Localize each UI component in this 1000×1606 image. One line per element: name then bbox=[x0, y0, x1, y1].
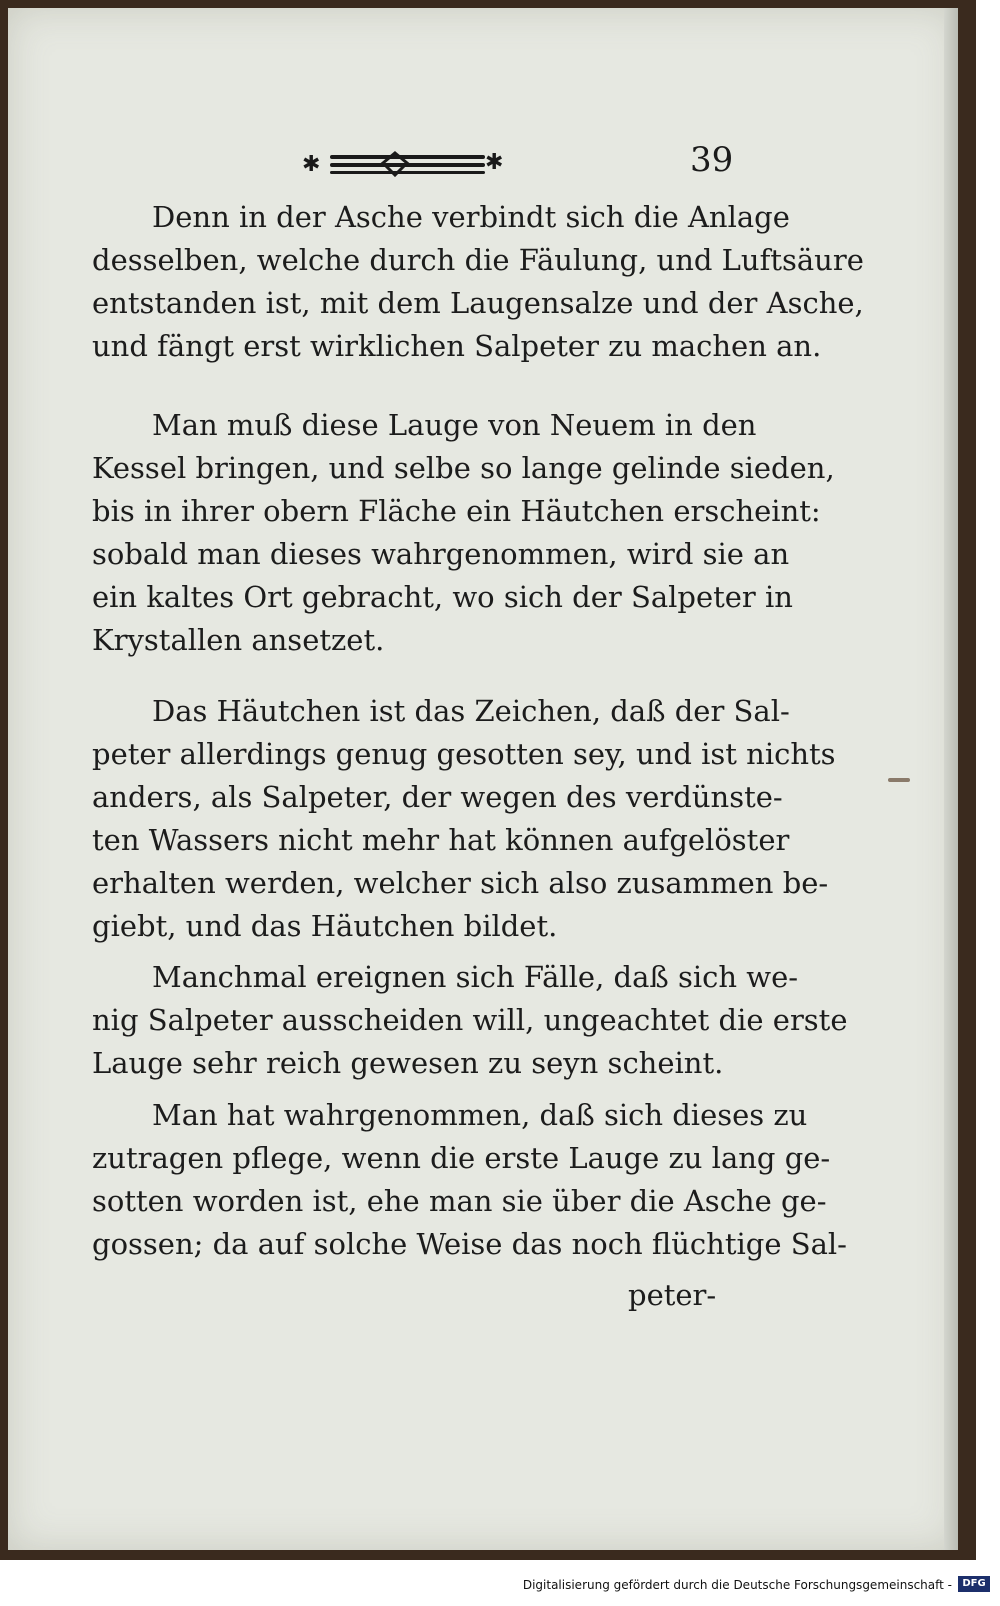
text-line: Man muß diese Lauge von Neuem in den bbox=[152, 408, 757, 442]
text-line: ten Wassers nicht mehr hat können aufgelöster bbox=[92, 823, 790, 857]
svg-text:✱: ✱ bbox=[485, 150, 504, 175]
text-line: Manchmal ereignen sich Fälle, daß sich we- bbox=[152, 960, 799, 994]
paragraph-1 bbox=[92, 196, 864, 368]
margin-mark bbox=[888, 778, 910, 782]
paragraph-5 bbox=[92, 1094, 847, 1266]
text-line: peter allerdings genug gesotten sey, und ist nichts bbox=[92, 737, 836, 771]
text-line: Denn in der Asche verbindt sich die Anlage bbox=[152, 200, 790, 234]
catchword: peter- bbox=[628, 1278, 717, 1312]
text-line: sobald man dieses wahrgenommen, wird sie an bbox=[92, 537, 790, 571]
text-line: ein kaltes Ort gebracht, wo sich der Salpeter in bbox=[92, 580, 793, 614]
page-number: 39 bbox=[690, 140, 734, 180]
header-ornament bbox=[300, 145, 515, 185]
text-line: desselben, welche durch die Fäulung, und Luftsäure bbox=[92, 243, 864, 277]
text-line: Krystallen ansetzet. bbox=[92, 623, 385, 657]
text-line: sotten worden ist, ehe man sie über die Asche ge- bbox=[92, 1184, 827, 1218]
text-line: zutragen pflege, wenn die erste Lauge zu lang ge- bbox=[92, 1141, 831, 1175]
footer-credit: Digitalisierung gefördert durch die Deutsche Forschungsgemeinschaft - bbox=[522, 1578, 952, 1592]
text-line: nig Salpeter ausscheiden will, ungeachtet die erste bbox=[92, 1003, 848, 1037]
paragraph-3 bbox=[92, 690, 836, 948]
svg-text:✱: ✱ bbox=[302, 152, 321, 177]
text-line: Lauge sehr reich gewesen zu seyn scheint. bbox=[92, 1046, 724, 1080]
text-line: entstanden ist, mit dem Laugensalze und der Asche, bbox=[92, 286, 864, 320]
text-line: und fängt erst wirklichen Salpeter zu machen an. bbox=[92, 329, 822, 363]
text-line: bis in ihrer obern Fläche ein Häutchen erscheint: bbox=[92, 494, 821, 528]
text-line: Man hat wahrgenommen, daß sich dieses zu bbox=[152, 1098, 808, 1132]
page-edge bbox=[944, 8, 958, 1550]
paragraph-4 bbox=[92, 956, 848, 1085]
paragraph-2 bbox=[92, 404, 835, 662]
text-line: anders, als Salpeter, der wegen des verdünste- bbox=[92, 780, 783, 814]
footer-bar bbox=[0, 1566, 1000, 1606]
text-line: erhalten werden, welcher sich also zusammen be- bbox=[92, 866, 829, 900]
text-line: giebt, und das Häutchen bildet. bbox=[92, 909, 558, 943]
text-line: gossen; da auf solche Weise das noch flüchtige Sal- bbox=[92, 1227, 847, 1261]
text-line: Kessel bringen, und selbe so lange gelinde sieden, bbox=[92, 451, 835, 485]
dfg-logo[interactable]: DFG bbox=[958, 1576, 990, 1592]
text-line: Das Häutchen ist das Zeichen, daß der Sal- bbox=[152, 694, 790, 728]
